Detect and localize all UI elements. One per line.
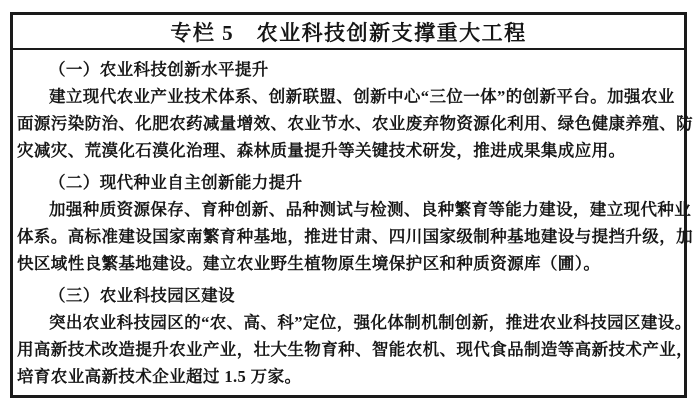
column-box: [10, 12, 693, 398]
paragraph-line: 体系。高标准建设国家南繁育种基地，推进甘肃、四川国家级制种基地建设与提挡升级，加: [17, 227, 693, 246]
paragraph-line: 灾减灾、荒漠化石漠化治理、森林质量提升等关键技术研发，推进成果集成应用。: [17, 141, 626, 160]
paragraph-line: 用高新技术改造提升农业产业，壮大生物育种、智能农机、现代食品制造等高新技术产业，: [17, 340, 693, 359]
paragraph-line: 培育农业高新技术企业超过 1.5 万家。: [17, 367, 302, 386]
paragraph-line: 建立现代农业产业技术体系、创新联盟、创新中心“三位一体”的创新平台。加强农业: [49, 87, 675, 106]
section-2: [17, 169, 693, 277]
section-heading: （一）农业科技创新水平提升: [49, 60, 269, 79]
section-heading: （二）现代种业自主创新能力提升: [49, 173, 303, 192]
paragraph-line: 快区域性良繁基地建设。建立农业野生植物原生境保护区和种质资源库（圃）。: [17, 254, 601, 273]
section-1: [17, 56, 693, 164]
paragraph-line: 突出农业科技园区的“农、高、科”定位，强化体制机制创新，推进农业科技园区建设。: [49, 313, 692, 332]
paragraph-line: 加强种质资源保存、育种创新、品种测试与检测、良种繁育等能力建设，建立现代种业: [49, 200, 692, 219]
paragraph-line: 面源污染防治、化肥农药减量增效、农业节水、农业废弃物资源化利用、绿色健康养殖、防: [17, 114, 693, 133]
section-3: [17, 282, 693, 390]
box-body: [13, 50, 693, 390]
box-title: 专栏 5 农业科技创新支撑重大工程: [13, 15, 684, 50]
section-heading: （三）农业科技园区建设: [49, 286, 235, 305]
